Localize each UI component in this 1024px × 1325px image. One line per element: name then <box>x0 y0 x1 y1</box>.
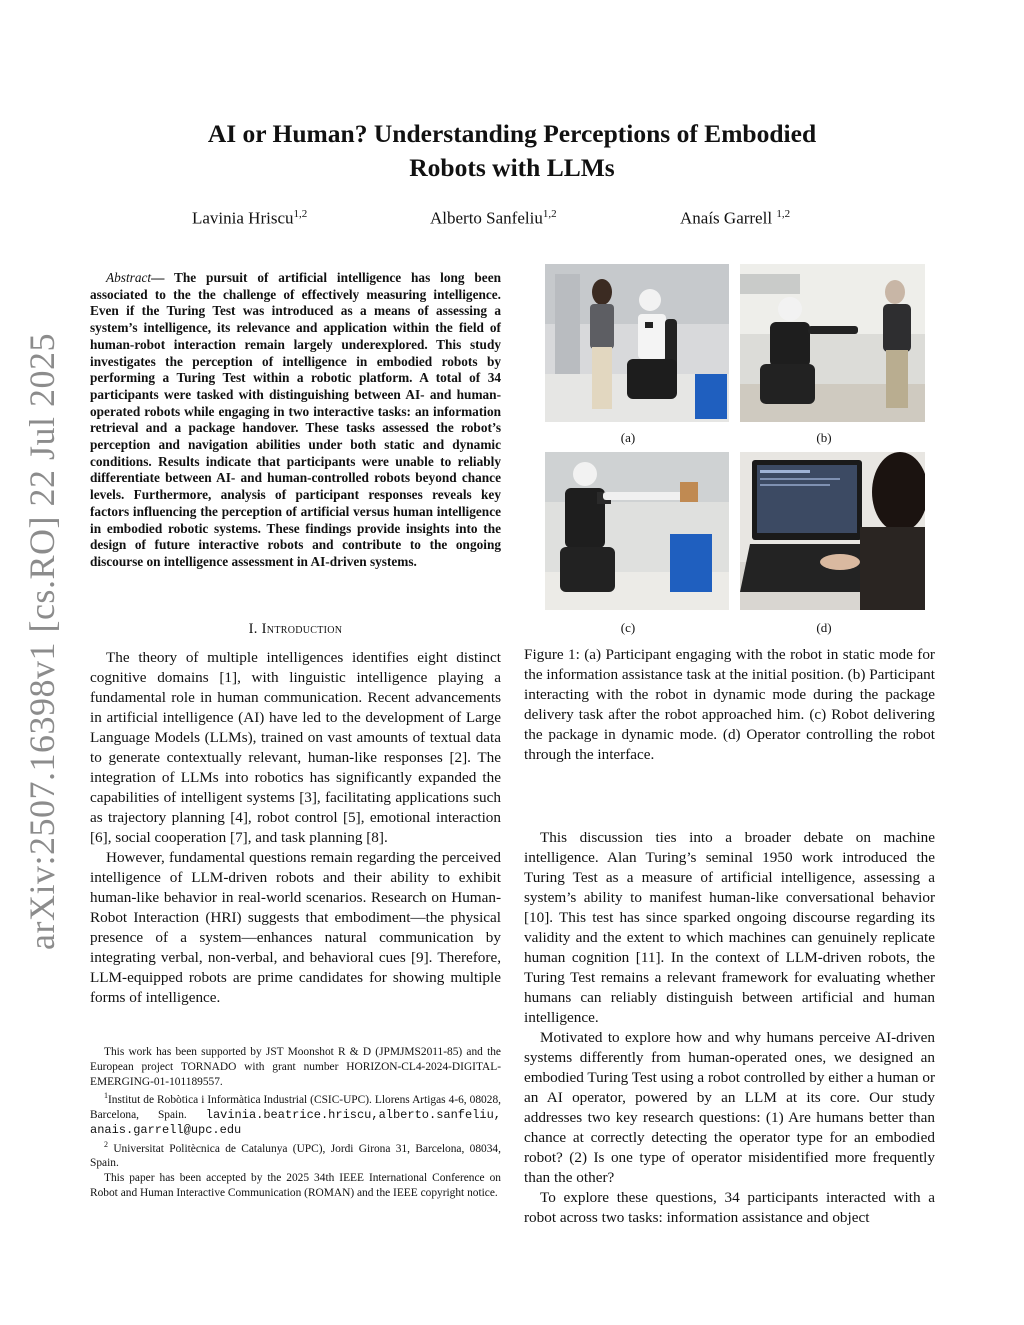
right-paragraph-2: Motivated to explore how and why humans perceive AI-driven systems differently from human-operated ones, we designed an embodied Turing Test using a robot controlled by either a human or an AI operator, powered by an LLM at its core. Our study addresses two key research questions: (1) Are humans better than chance at correctly detecting the operator type for an embodied robot? (2) Is one type of operator misidentified more frequently than the other? <box>524 1029 935 1186</box>
author-3 <box>680 208 790 229</box>
paper-title <box>150 117 874 185</box>
right-paragraph-1: This discussion ties into a broader debate on machine intelligence. Alan Turing’s seminal 1950 work introduced the Turing Test as a measure of artificial intelligence, assessing a system’s ability to manifest human-like conversational behavior [10]. This test has since sparked ongoing discourse regarding its validity and the extent to which machines can genuinely replicate human cognition [11]. In the context of LLM-driven robots, the Turing Test remains a relevant framework for evaluating whether humans can reliably distinguish between artificial and human intelligence. <box>524 829 935 1026</box>
figure-caption: Figure 1: (a) Participant engaging with the robot in static mode for the information assistance task at the initial position. (b) Participant interacting with the robot in dynamic mode during the package delivery task after the robot approached him. (c) Robot delivering the package in dynamic mode. (d) Operator controlling the robot through the interface. <box>524 646 935 763</box>
footnote-emails: lavinia.beatrice.hriscu,alberto.sanfeliu, anais.garrell@upc.edu <box>90 1107 501 1137</box>
author-1-name: Lavinia Hriscu <box>192 208 294 228</box>
subfig-label-d: (d) <box>816 620 832 635</box>
footnote-affiliation-1: $^1$Institut de Robòtica i Informàtica Industrial (CSIC-UPC). Llorens Artigas 4-6, 08028, Barcelona, Spain. lavinia.beatrice.hriscu,alberto.sanfeliu, anais.garrell@upc.edu <box>90 1091 501 1137</box>
figure-1c-photo <box>545 452 729 610</box>
subfig-label-a: (a) <box>620 430 636 445</box>
author-3-aff: 1,2 <box>776 208 791 220</box>
abstract-text: — The pursuit of artificial intelligence has long been associated to the the challenge of effectively measuring intelligence. Even if the Turing Test was introduced as a means of assessing a system’s intelligence, its relevance and application within the field of human-robot interaction remain largely underexplored. This study investigates the perception of intelligence in embodied robots by performing a Turing Test within a robotic platform. A total of 34 participants were tasked with distinguishing between AI- and human-operated robots while engaging in two interactive tasks: an information retrieval and a package handover. These tasks assessed the robot’s perception and navigation abilities under both static and dynamic conditions. Results indicate that participants were unable to reliably differentiate between AI- and human-controlled robots beyond chance levels. Furthermore, analysis of participant responses reveals key factors influencing the perception of artificial versus human intelligence in embodied robotic systems. These findings provide insights into the design of future interactive robots and contribute to the ongoing discourse on intelligence assessment in AI-driven systems. <box>90 270 501 569</box>
title-line-2: Robots with LLMs <box>409 153 615 182</box>
right-column-text <box>524 828 935 1228</box>
footnotes <box>90 1045 501 1201</box>
intro-paragraph-2: However, fundamental questions remain regarding the perceived intelligence of LLM-driven robots and their ability to exhibit human-like behavior in real-world scenarios. Research on Human-Robot Interaction (HRI) suggests that embodiment—the physical presence of a system—enhances natural communication by integrating verbal, non-verbal, and behavioral cues [9]. Therefore, LLM-equipped robots are prime candidates for showing multiple forms of intelligence. <box>90 849 501 1006</box>
subfig-label-c: (c) <box>620 620 636 635</box>
author-3-name: Anaís Garrell <box>680 208 773 228</box>
author-1 <box>192 208 307 229</box>
title-line-1: AI or Human? Understanding Perceptions of Embodied <box>207 119 817 148</box>
author-2-name: Alberto Sanfeliu <box>430 208 543 228</box>
section-title: Introduction <box>261 621 343 637</box>
introduction-text <box>90 648 501 1008</box>
author-2-aff: 1,2 <box>542 208 557 220</box>
footnote-affiliation-2: $^2$ Universitat Politècnica de Catalunya (UPC), Jordi Girona 31, Barcelona, 08034, Spain. <box>90 1139 501 1170</box>
abstract <box>90 270 501 571</box>
footnote-accepted: This paper has been accepted by the 2025 34th IEEE International Conference on Robot and Human Interactive Communication (ROMAN) and the IEEE copyright notice. <box>90 1171 501 1199</box>
figure-1b-photo <box>740 264 925 422</box>
arxiv-stamp: arXiv:2507.16398v1 [cs.RO] 22 Jul 2025 <box>22 333 62 950</box>
intro-paragraph-1: The theory of multiple intelligences identifies eight distinct cognitive domains [1], with linguistic intelligence playing a fundamental role in human communication. Recent advancements in artificial intelligence (AI) have led to the development of Large Language Models (LLMs), trained on vast amounts of textual data to generate contextually relevant, human-like responses [2]. The integration of LLMs into robotics has significantly expanded the capabilities of intelligent systems [3], facilitating applications such as trajectory planning [4], robot control [5], emotional interaction [6], social cooperation [7], and task planning [8]. <box>90 649 501 846</box>
author-1-aff: 1,2 <box>293 208 308 220</box>
footnote-affiliation-2-text: Universitat Politècnica de Catalunya (UPC), Jordi Girona 31, Barcelona, 08034, Spain. <box>90 1142 501 1170</box>
author-2 <box>430 208 557 229</box>
section-heading-introduction <box>90 621 501 638</box>
figure-1d-photo <box>740 452 925 610</box>
footnote-affiliation-1-text: Institut de Robòtica i Informàtica Industrial (CSIC-UPC). Llorens Artigas 4-6, 08028, Barcelona, Spain. <box>90 1094 501 1121</box>
subfig-label-b: (b) <box>816 430 832 445</box>
abstract-label: Abstract <box>106 270 152 285</box>
footnote-funding: This work has been supported by JST Moonshot R & D (JPMJMS2011-85) and the European project TORNADO with grant number HORIZON-CL4-2024-DIGITAL-EMERGING-01-101189557. <box>90 1046 501 1088</box>
section-number: I. <box>248 621 258 637</box>
right-paragraph-3: To explore these questions, 34 participants interacted with a robot across two tasks: information assistance and object <box>524 1189 935 1226</box>
figure-1a-photo <box>545 264 729 422</box>
